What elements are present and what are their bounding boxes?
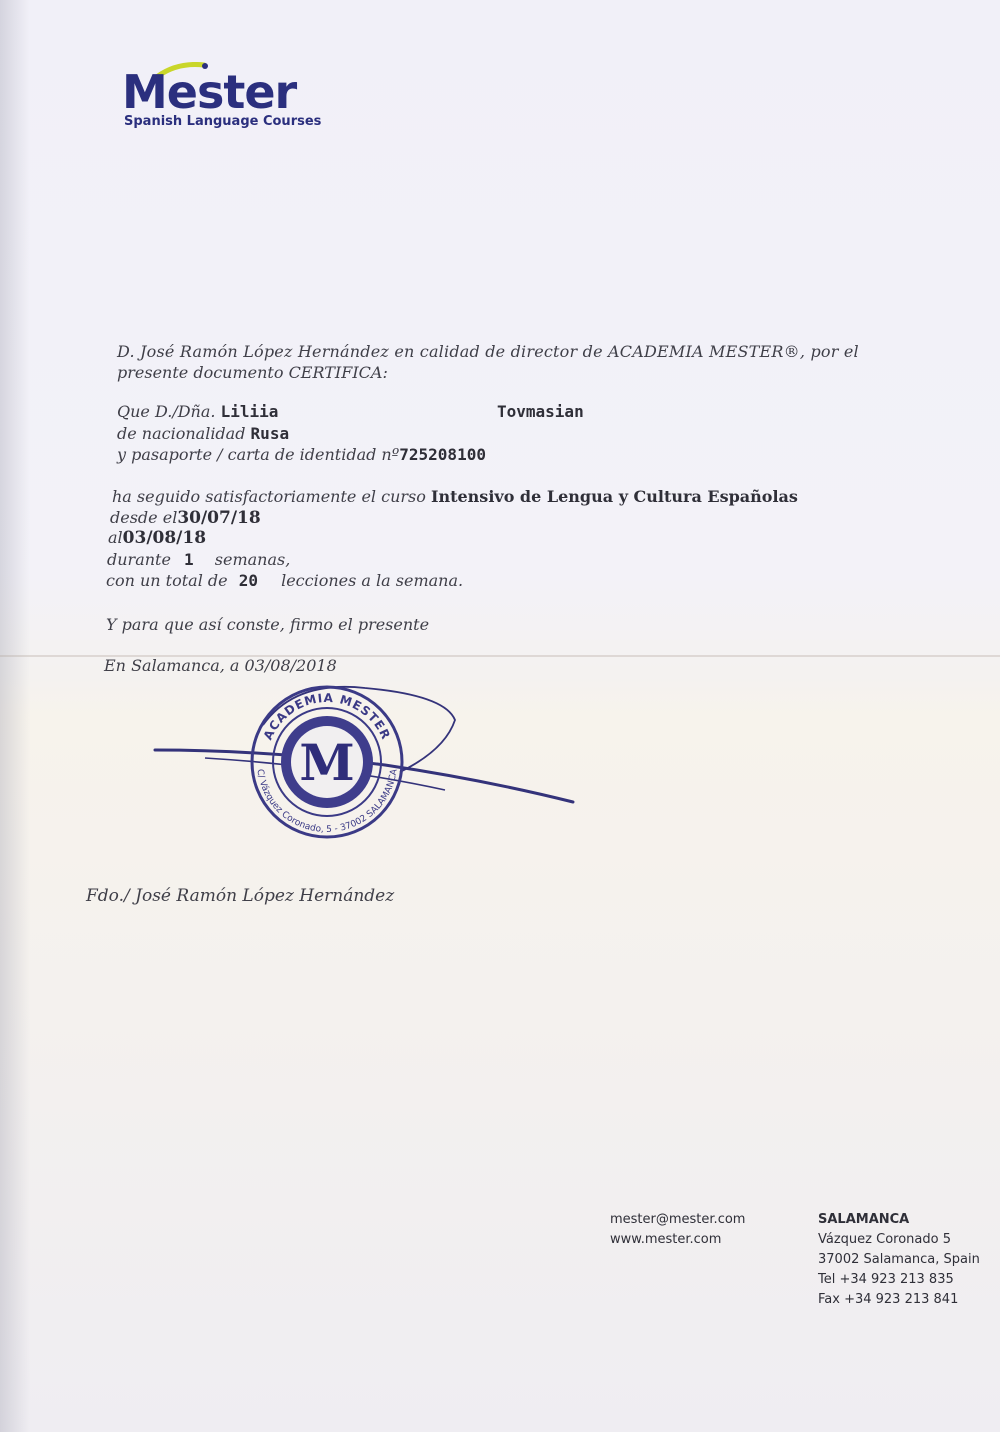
duration-value: 1 <box>184 550 194 569</box>
from-label: desde el <box>110 508 178 527</box>
student-last-name: Tovmasian <box>497 402 584 421</box>
duration-label: durante <box>107 550 171 569</box>
stamp-ring-bottom-text: C/ Vázquez Coronado, 5 - 37002 SALAMANCA <box>254 768 400 836</box>
intro-line-1: D. José Ramón López Hernández en calidad de director de ACADEMIA MESTER®, por el <box>117 342 859 361</box>
logo-wordmark: Mester <box>122 65 297 119</box>
passport-value: 725208100 <box>399 445 486 464</box>
to-label: al <box>108 528 123 547</box>
footer-city: SALAMANCA <box>818 1212 910 1227</box>
passport-label: y pasaporte / carta de identidad nº <box>117 445 400 464</box>
course-line <box>112 487 798 506</box>
footer-postal: 37002 Salamanca, Spain <box>818 1252 980 1267</box>
footer-tel: Tel +34 923 213 835 <box>818 1272 954 1287</box>
total-unit: lecciones a la semana. <box>281 571 464 590</box>
total-label: con un total de <box>106 571 228 590</box>
footer-street: Vázquez Coronado 5 <box>818 1232 951 1247</box>
place-date: En Salamanca, a 03/08/2018 <box>104 656 337 675</box>
stamp-monogram: M <box>299 733 355 792</box>
to-line <box>108 528 206 548</box>
course-name: Intensivo de Lengua y Cultura Españolas <box>430 487 798 506</box>
total-value: 20 <box>238 571 258 590</box>
signed-by: Fdo./ José Ramón López Hernández <box>86 886 395 906</box>
duration-line <box>107 550 290 569</box>
duration-unit: semanas, <box>214 550 291 569</box>
total-line <box>106 571 463 590</box>
footer-email: mester@mester.com <box>610 1212 746 1227</box>
intro-line-2: presente documento CERTIFICA: <box>117 363 388 382</box>
passport-line <box>117 445 486 464</box>
footer-fax: Fax +34 923 213 841 <box>818 1292 959 1307</box>
stamp-ring-top-text: ACADEMIA MESTER <box>260 690 394 743</box>
closing-line: Y para que así conste, firmo el presente <box>106 615 430 634</box>
logo-tagline: Spanish Language Courses <box>124 114 322 129</box>
student-prefix: Que D./Dña. <box>117 402 216 421</box>
student-line <box>117 402 278 421</box>
footer-address <box>818 1210 980 1310</box>
nationality-line <box>117 424 289 443</box>
page-edge-shadow <box>0 0 30 1432</box>
nationality-label: de nacionalidad <box>117 424 246 443</box>
from-line <box>110 508 261 528</box>
academy-stamp <box>145 680 585 880</box>
to-date: 03/08/18 <box>122 528 207 548</box>
from-date: 30/07/18 <box>177 508 261 528</box>
course-label: ha seguido satisfactoriamente el curso <box>112 487 426 506</box>
mester-logo <box>122 62 352 142</box>
footer-web: www.mester.com <box>610 1232 722 1247</box>
footer-contact <box>610 1210 745 1250</box>
nationality-value: Rusa <box>250 424 290 443</box>
student-first-name: Liliia <box>220 402 279 421</box>
